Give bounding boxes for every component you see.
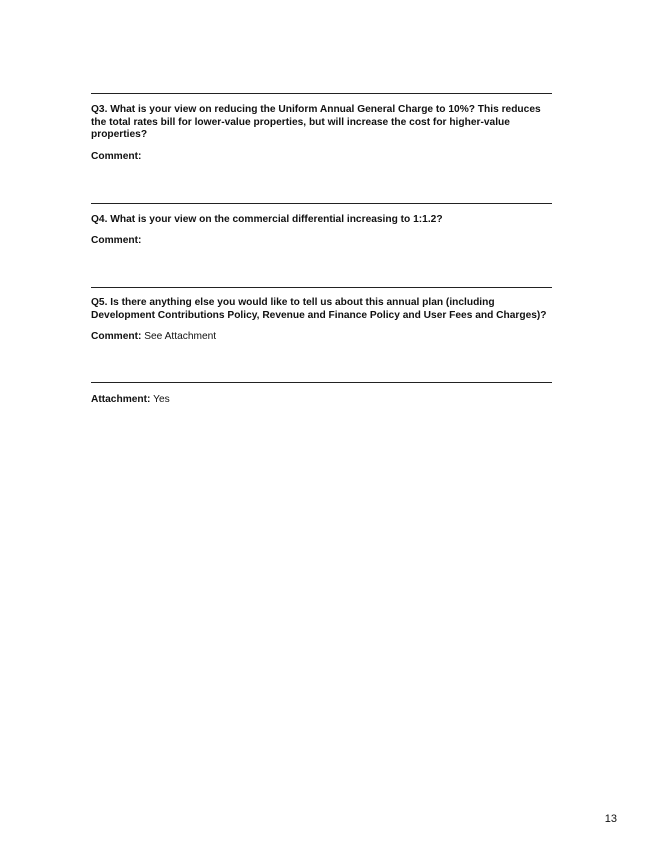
comment-q5 — [91, 331, 559, 344]
question-text-line: the total rates bill for lower-value properties, but will increase the cost for higher-value — [91, 116, 510, 128]
question-q5 — [91, 297, 559, 322]
question-q4 — [91, 214, 559, 227]
comment-q3 — [91, 151, 559, 164]
question-q3 — [91, 104, 559, 142]
comment-label: Comment: — [91, 235, 142, 246]
section-divider — [91, 382, 552, 383]
attachment-row — [91, 394, 559, 407]
question-text-line: Q5. Is there anything else you would like to tell us about this annual plan (including — [91, 297, 495, 308]
comment-value: See Attachment — [144, 331, 217, 342]
section-divider — [91, 203, 552, 204]
question-text-line: Development Contributions Policy, Revenue and Finance Policy and User Fees and Charges)? — [91, 309, 547, 321]
question-text-line: Q3. What is your view on reducing the Uniform Annual General Charge to 10%? This reduces — [91, 104, 541, 115]
attachment-value: Yes — [153, 394, 170, 405]
comment-q4 — [91, 235, 559, 248]
section-divider — [91, 287, 552, 288]
comment-label: Comment: — [91, 331, 142, 342]
question-text-line: Q4. What is your view on the commercial differential increasing to 1:1.2? — [91, 214, 443, 225]
comment-label: Comment: — [91, 151, 142, 162]
question-text-line: properties? — [91, 129, 148, 141]
page-number: 13 — [604, 813, 617, 825]
attachment-label: Attachment: — [91, 394, 151, 405]
section-divider — [91, 93, 552, 94]
